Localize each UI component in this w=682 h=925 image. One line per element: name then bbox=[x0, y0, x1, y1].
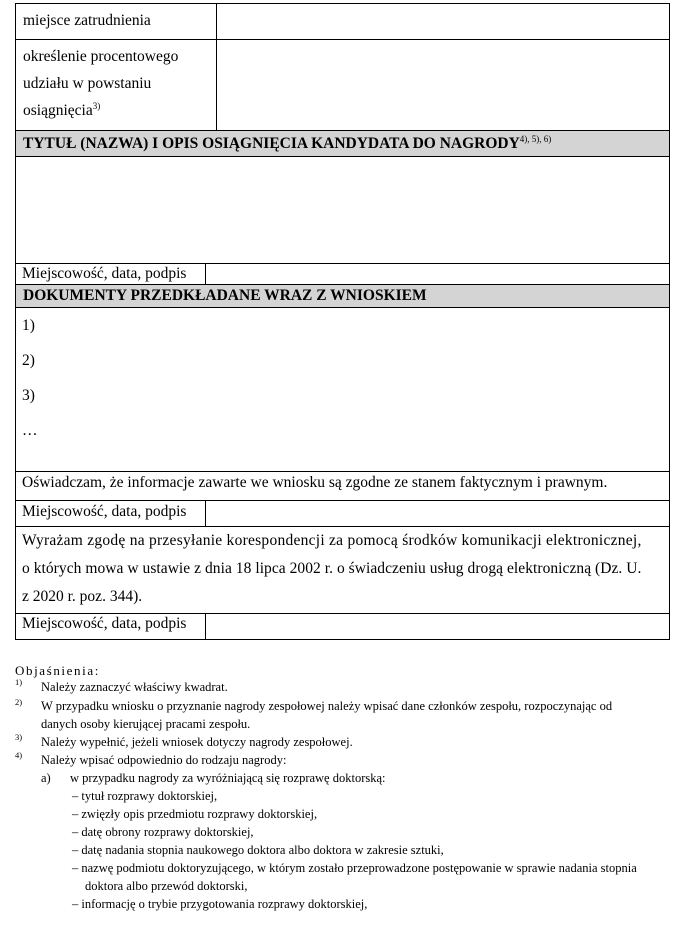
note-2-number: 2) bbox=[15, 697, 23, 707]
share-label-footnote: 3) bbox=[92, 101, 101, 111]
documents-section-title: DOKUMENTY PRZEDKŁADANE WRAZ Z WNIOSKIEM bbox=[23, 287, 427, 304]
achievement-section-title: TYTUŁ (NAZWA) I OPIS OSIĄGNIĘCIA KANDYDATA DO NAGRODY bbox=[23, 135, 520, 152]
note-2-line-1: W przypadku wniosku o przyznanie nagrody zespołowej należy wpisać dane członków zespołu, rozpoczynając od bbox=[41, 699, 613, 713]
note-4-number: 4) bbox=[15, 750, 23, 760]
consent-line-3: z 2020 r. poz. 344). bbox=[22, 588, 143, 605]
consent-line-2: o których mowa w ustawie z dnia 18 lipca 2002 r. o świadczeniu usług drogą elektroniczną (Dz. U. bbox=[22, 560, 642, 577]
note-3-number: 3) bbox=[15, 732, 23, 742]
note-1-number: 1) bbox=[15, 677, 23, 687]
achievement-section-footnote: 4), 5), 6) bbox=[519, 134, 552, 144]
document-item-more: … bbox=[22, 422, 38, 439]
note-dash-item: – tytuł rozprawy doktorskiej, bbox=[72, 789, 218, 803]
explanations-title: Objaśnienia: bbox=[15, 663, 100, 678]
documents-list-area[interactable] bbox=[15, 307, 670, 472]
achievement-description-area[interactable] bbox=[15, 156, 670, 264]
note-dash-continuation: doktora albo przewód doktorski, bbox=[85, 879, 248, 893]
note-4-text: Należy wpisać odpowiednio do rodzaju nagrody: bbox=[41, 753, 287, 767]
workplace-label: miejsce zatrudnienia bbox=[23, 12, 151, 29]
documents-section-header bbox=[15, 284, 670, 308]
share-label-line-1: określenie procentowego bbox=[23, 48, 179, 65]
note-dash-item: – datę obrony rozprawy doktorskiej, bbox=[72, 825, 254, 839]
consent-line-1: Wyrażam zgodę na przesyłanie korespondencji za pomocą środków komunikacji elektronicznej, bbox=[22, 532, 642, 549]
note-dash-item: – informację o trybie przygotowania rozprawy doktorskiej, bbox=[72, 897, 368, 911]
document-item-2: 2) bbox=[22, 352, 35, 369]
note-2-line-2: danych osoby kierującej pracami zespołu. bbox=[41, 717, 251, 731]
share-input-cell[interactable] bbox=[216, 39, 670, 131]
note-4a-text: w przypadku nagrody za wyróżniającą się rozprawę doktorską: bbox=[70, 771, 386, 785]
document-item-1: 1) bbox=[22, 317, 35, 334]
share-label-text: osiągnięcia bbox=[23, 102, 93, 119]
note-3-text: Należy wypełnić, jeżeli wniosek dotyczy nagrody zespołowej. bbox=[41, 735, 353, 749]
signature-label-1: Miejscowość, data, podpis bbox=[22, 265, 187, 282]
declaration-text: Oświadczam, że informacje zawarte we wniosku są zgodne ze stanem faktycznym i prawnym. bbox=[22, 474, 608, 491]
achievement-section-header bbox=[15, 130, 670, 157]
note-dash-item: – zwięzły opis przedmiotu rozprawy doktorskiej, bbox=[72, 807, 318, 821]
workplace-input-cell[interactable] bbox=[216, 3, 670, 40]
share-label-line-2: udziału w powstaniu bbox=[23, 75, 152, 92]
signature-label-3: Miejscowość, data, podpis bbox=[22, 615, 187, 632]
signature-input-cell-3[interactable] bbox=[205, 613, 670, 640]
note-1-text: Należy zaznaczyć właściwy kwadrat. bbox=[41, 680, 228, 694]
note-dash-item: – nazwę podmiotu doktoryzującego, w którym zostało przeprowadzone postępowanie w sprawie nadania stopnia bbox=[72, 861, 637, 875]
signature-input-cell-1[interactable] bbox=[205, 263, 670, 285]
note-dash-item: – datę nadania stopnia naukowego doktora albo doktora w zakresie sztuki, bbox=[72, 843, 444, 857]
signature-input-cell-2[interactable] bbox=[205, 500, 670, 527]
note-4a-letter: a) bbox=[41, 771, 51, 785]
document-item-3: 3) bbox=[22, 387, 35, 404]
share-label-line-3 bbox=[23, 102, 100, 120]
signature-label-2: Miejscowość, data, podpis bbox=[22, 503, 187, 520]
